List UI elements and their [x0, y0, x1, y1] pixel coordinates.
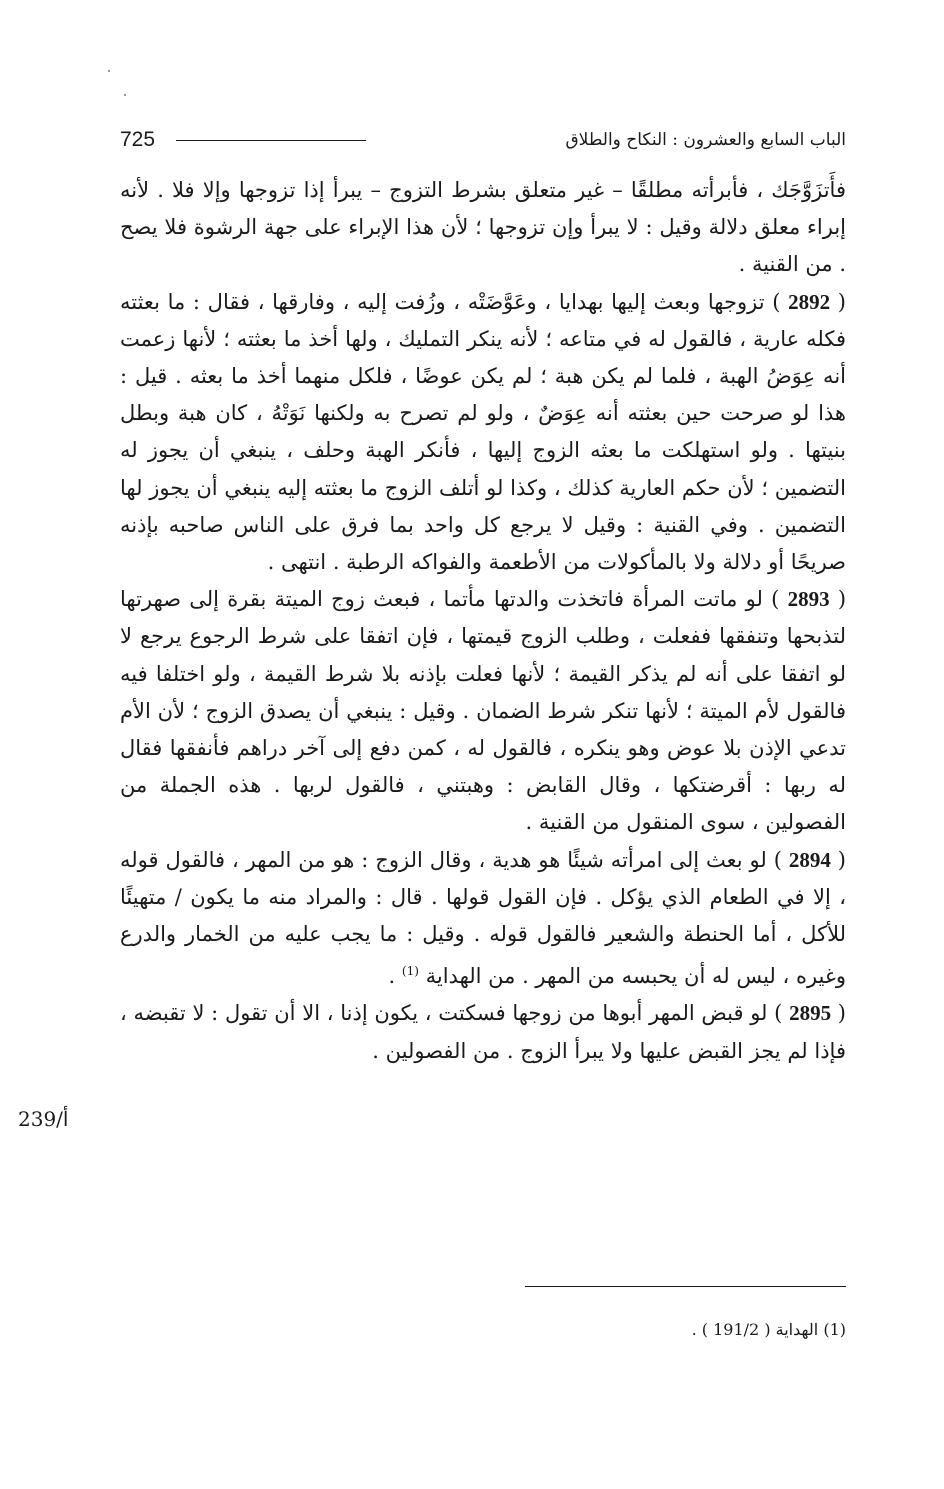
scan-speck	[108, 70, 110, 72]
paragraph-2894: ( 2894 ) لو بعث إلى امرأته شيئًا هو هدية ، وقال الزوج : هو من المهر ، فالقول قوله ، إلا في الطعام الذي يؤكل . فإن القول قولها . قال : والمراد منه ما يكون / متهيئًا للأكل ، أما الحنطة والشعير فالقول قوله . وقيل : ما يجب عليه من الخمار والدرع وغيره ، ليس له أن يحبسه من المهر . من الهداية $^{(1)}$ .	[120, 847, 846, 989]
paragraph-text: لو بعث إلى امرأته شيئًا هو هدية ، وقال الزوج : هو من المهر ، فالقول قوله ، إلا في الطعام الذي يؤكل . فإن القول قولها . قال : والمراد منه ما يكون / متهيئًا للأكل ، أما الحنطة والشعير فالقول قوله . وقيل : ما يجب عليه من الخمار والدرع وغيره ، ليس له أن يحبسه من المهر . من الهداية	[120, 847, 846, 989]
footnote-marker: (1)	[823, 1320, 846, 1339]
manuscript-folio-marker: 239/أ	[18, 1107, 69, 1131]
paragraph-text: تزوجها وبعث إليها بهدايا ، وعَوَّضَتْه ، وزُفت إليه ، وفارقها ، فقال : ما بعثته فكله عارية ، فالقول له في متاعه ؛ لأنه ينكر التمليك ، ولها أخذ ما بعثته ؛ لأنها زعمت أنه عِوَضُ الهبة ، فلما لم يكن هبة ؛ لم يكن عوضًا ، فلكل منهما أخذ ما بعثه . قيل : هذا لو صرحت حين بعثته أنه عِوَضٌ ، ولو لم تصرح به ولكنها نَوَتْهُ ، كان هبة وبطل بنيتها . ولو استهلكت ما بعثه الزوج إليها ، فأنكر الهبة وحلف ، ينبغي أن يجوز له التضمين ؛ لأن حكم العارية كذلك ، وكذا لو أتلف الزوج ما بعثته إليه ينبغي أن يجوز لها التضمين . وفي القنية : وقيل لا يرجع كل واحد بما فرق على الناس صاحبه بإذنه صريحًا أو دلالة ولا بالمأكولات من الأطعمة والفواكه الرطبة . انتهى .	[120, 289, 846, 575]
entry-number: 2892	[788, 289, 831, 314]
main-text	[120, 172, 846, 1070]
footnote	[120, 1318, 846, 1342]
paragraph-2895: ( 2895 ) لو قبض المهر أبوها من زوجها فسكتت ، يكون إذنا ، الا أن تقول : لا تقبضه ، فإذا لم يجز القبض عليها ولا يبرأ الزوج . من الفصولين .	[120, 1001, 846, 1063]
entry-number: 2894	[788, 847, 831, 872]
paragraph-tail: .	[388, 964, 402, 989]
page-number: 725	[120, 128, 156, 151]
scan-speck	[124, 94, 126, 96]
paragraph-text: لو قبض المهر أبوها من زوجها فسكتت ، يكون إذنا ، الا أن تقول : لا تقبضه ، فإذا لم يجز القبض عليها ولا يبرأ الزوج . من الفصولين .	[120, 1001, 846, 1063]
paragraph-continuation	[120, 172, 846, 284]
footnote-reference[interactable]: (1)	[401, 964, 419, 979]
entry-number: 2893	[787, 587, 830, 612]
paragraph-2892: ( 2892 ) تزوجها وبعث إليها بهدايا ، وعَوَّضَتْه ، وزُفت إليه ، وفارقها ، فقال : ما بعثته فكله عارية ، فالقول له في متاعه ؛ لأنه ينكر التمليك ، ولها أخذ ما بعثته ؛ لأنها زعمت أنه عِوَضُ الهبة ، فلما لم يكن هبة ؛ لم يكن عوضًا ، فلكل منهما أخذ ما بعثه . قيل : هذا لو صرحت حين بعثته أنه عِوَضٌ ، ولو لم تصرح به ولكنها نَوَتْهُ ، كان هبة وبطل بنيتها . ولو استهلكت ما بعثه الزوج إليها ، فأنكر الهبة وحلف ، ينبغي أن يجوز له التضمين ؛ لأن حكم العارية كذلك ، وكذا لو أتلف الزوج ما بعثته إليه ينبغي أن يجوز لها التضمين . وفي القنية : وقيل لا يرجع كل واحد بما فرق على الناس صاحبه بإذنه صريحًا أو دلالة ولا بالمأكولات من الأطعمة والفواكه الرطبة . انتهى .	[120, 289, 847, 575]
footnote-separator	[525, 1286, 846, 1287]
header-rule	[176, 140, 366, 141]
chapter-title: الباب السابع والعشرون : النكاح والطلاق	[565, 130, 846, 150]
paragraph-text: لو ماتت المرأة فاتخذت والدتها مأتما ، فبعث زوج الميتة بقرة إلى صهرتها لتذبحها وتنفقها ففعلت ، وطلب الزوج قيمتها ، فإن اتفقا على شرط الرجوع يرجع لا لو اتفقا على أنه لم يذكر القيمة ؛ لأنها فعلت بإذنه بلا شرط القيمة ، ولو اختلفا فيه فالقول لأم الميتة ؛ لأنها تنكر شرط الضمان . وقيل : ينبغي أن يصدق الزوج ؛ لأن الأم تدعي الإذن بلا عوض وهو ينكره ، فالقول له ، كمن دفع إلى آخر دراهم فأنفقها فقال له ربها : أقرضتكها ، وقال القابض : وهبتني ، فالقول لربها . هذه الجملة من الفصولين ، سوى المنقول من القنية .	[120, 587, 846, 835]
paragraph-text: فأَتزَوَّجَك ، فأبرأته مطلقًا – غير متعلق بشرط التزوج – يبرأ إذا تزوجها وإلا فلا . لأنه إبراء معلق دلالة وقيل : لا يبرأ وإن تزوجها ؛ لأن هذا الإبراء على جهة الرشوة فلا يصح . من القنية .	[120, 178, 846, 277]
paragraph-2893: ( 2893 ) لو ماتت المرأة فاتخذت والدتها مأتما ، فبعث زوج الميتة بقرة إلى صهرتها لتذبحها وتنفقها ففعلت ، وطلب الزوج قيمتها ، فإن اتفقا على شرط الرجوع يرجع لا لو اتفقا على أنه لم يذكر القيمة ؛ لأنها فعلت بإذنه بلا شرط القيمة ، ولو اختلفا فيه فالقول لأم الميتة ؛ لأنها تنكر شرط الضمان . وقيل : ينبغي أن يصدق الزوج ؛ لأن الأم تدعي الإذن بلا عوض وهو ينكره ، فالقول له ، كمن دفع إلى آخر دراهم فأنفقها فقال له ربها : أقرضتكها ، وقال القابض : وهبتني ، فالقول لربها . هذه الجملة من الفصولين ، سوى المنقول من القنية .	[120, 587, 847, 835]
running-header	[120, 126, 846, 160]
footnote-text: الهداية ( 191/2 ) .	[691, 1320, 819, 1339]
entry-number: 2895	[789, 1001, 832, 1026]
